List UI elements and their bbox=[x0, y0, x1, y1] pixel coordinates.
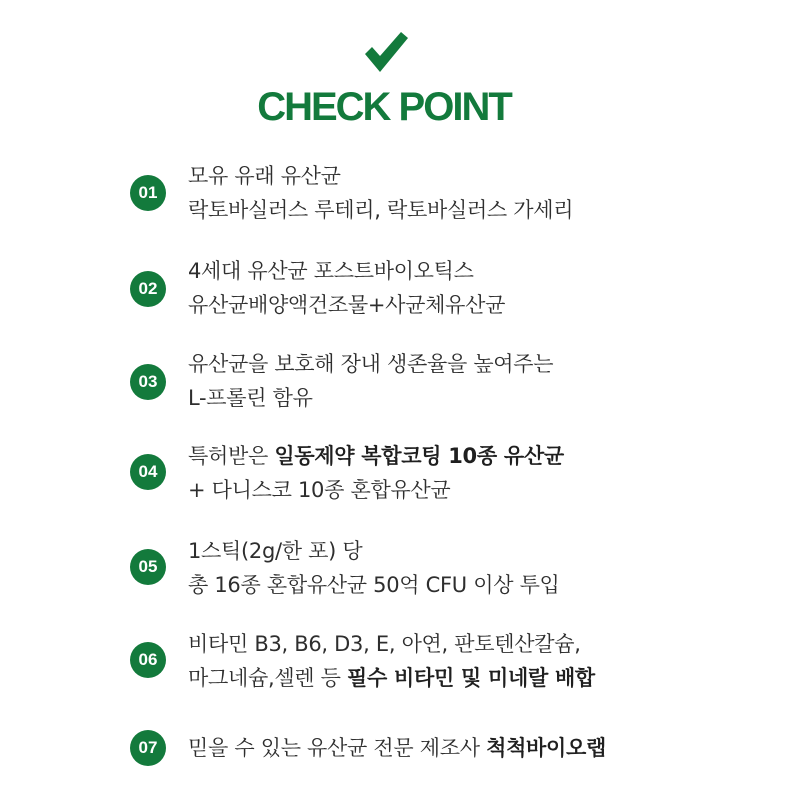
item-line-1-plain: 특허받은 bbox=[188, 444, 275, 468]
list-item bbox=[0, 160, 800, 240]
item-number-badge: 01 bbox=[130, 175, 166, 211]
list-item bbox=[0, 255, 800, 335]
item-line-2: + 다니스코 10종 혼합유산균 bbox=[188, 478, 451, 502]
item-line-2 bbox=[188, 664, 595, 692]
item-line-2: 유산균배양액건조물+사균체유산균 bbox=[188, 293, 506, 317]
page-title: CHECK POINT bbox=[257, 85, 511, 129]
item-line-2: 락토바실러스 루테리, 락토바실러스 가세리 bbox=[188, 198, 574, 222]
item-number-badge: 02 bbox=[130, 271, 166, 307]
item-line-2-plain: 마그네슘,셀렌 등 bbox=[188, 666, 348, 690]
item-line-1-plain: 믿을 수 있는 유산균 전문 제조사 bbox=[188, 736, 487, 760]
item-number-badge: 07 bbox=[130, 730, 166, 766]
item-line-1: 1스틱(2g/한 포) 당 bbox=[188, 539, 363, 563]
list-item bbox=[0, 535, 800, 615]
item-line-2-highlight: 필수 비타민 및 미네랄 배합 bbox=[347, 666, 595, 690]
item-line-1 bbox=[188, 442, 564, 470]
item-line-1-highlight: 척척바이오랩 bbox=[486, 736, 606, 760]
item-line-1: 4세대 유산균 포스트바이오틱스 bbox=[188, 259, 474, 283]
item-line-1-highlight: 일동제약 복합코팅 10종 유산균 bbox=[274, 444, 564, 468]
item-line-1 bbox=[188, 734, 606, 762]
list-item bbox=[0, 728, 800, 808]
item-line-2: 총 16종 혼합유산균 50억 CFU 이상 투입 bbox=[188, 573, 560, 597]
item-number-badge: 05 bbox=[130, 549, 166, 585]
item-line-1: 모유 유래 유산균 bbox=[188, 164, 341, 188]
item-number-badge: 04 bbox=[130, 454, 166, 490]
item-line-2: L-프롤린 함유 bbox=[188, 386, 313, 410]
list-item bbox=[0, 440, 800, 520]
item-number-badge: 06 bbox=[130, 642, 166, 678]
list-item bbox=[0, 348, 800, 428]
list-item bbox=[0, 628, 800, 708]
item-number-badge: 03 bbox=[130, 364, 166, 400]
item-line-1: 유산균을 보호해 장내 생존율을 높여주는 bbox=[188, 352, 554, 376]
item-line-1: 비타민 B3, B6, D3, E, 아연, 판토텐산칼슘, bbox=[188, 632, 581, 656]
